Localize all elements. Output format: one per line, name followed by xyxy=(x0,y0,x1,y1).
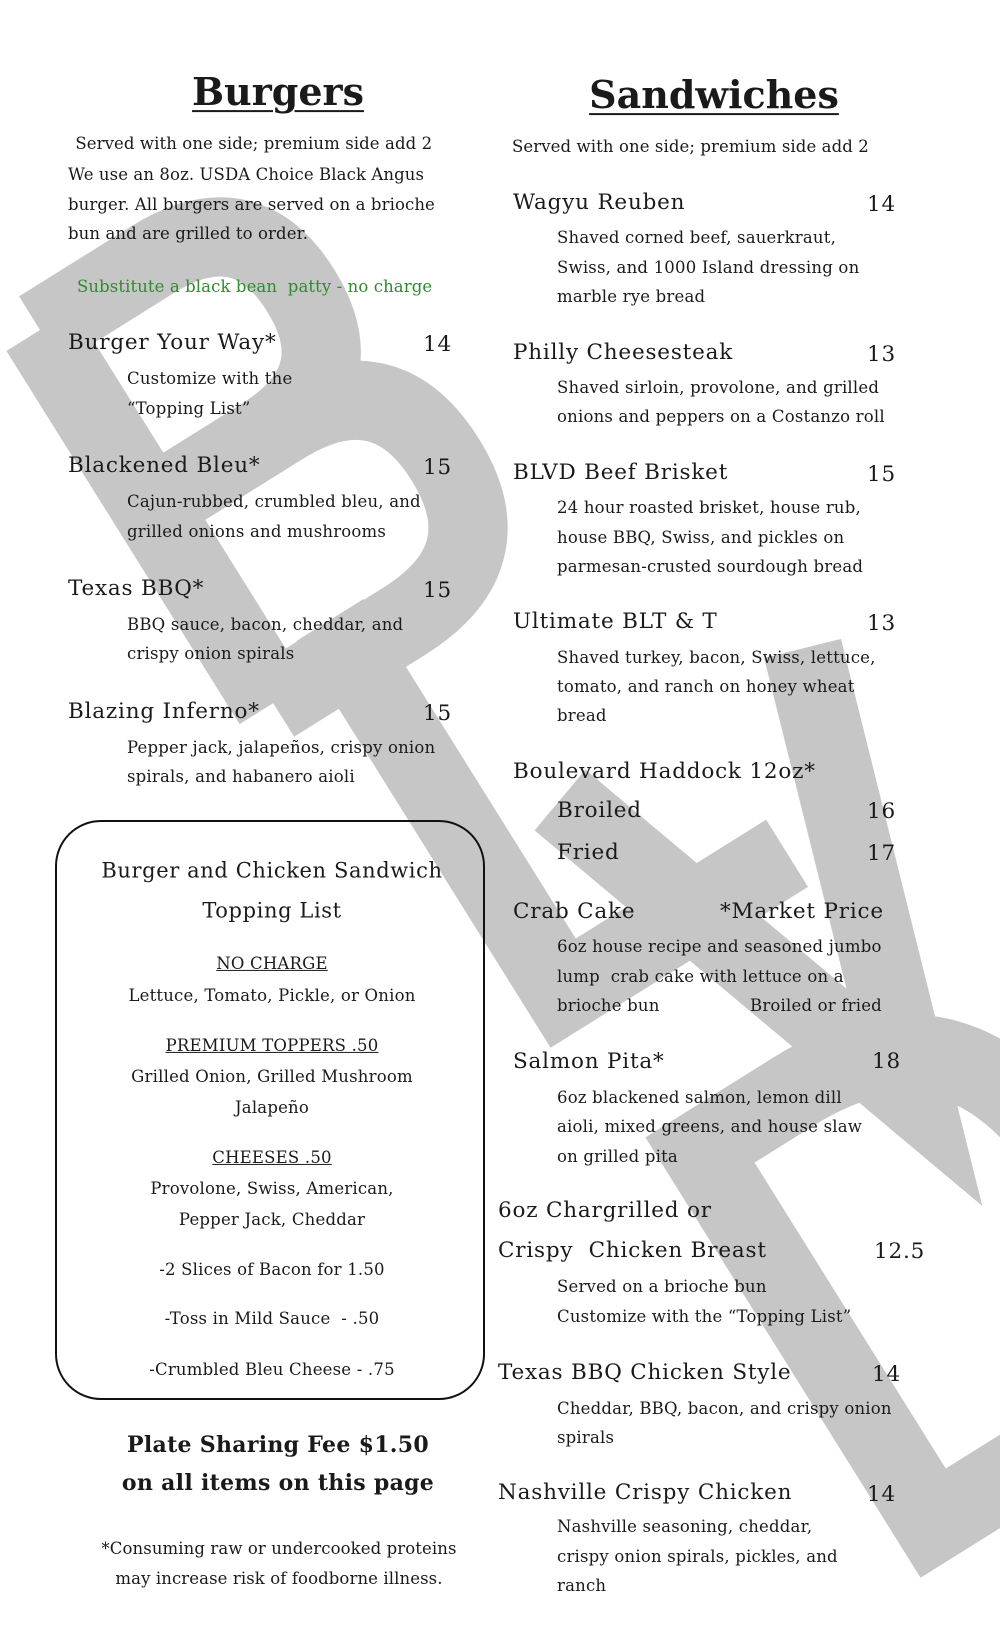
item-name: Crispy Chicken Breast xyxy=(498,1238,767,1264)
plate-fee: Plate Sharing Fee $1.50 xyxy=(127,1431,429,1458)
item-desc: 6oz house recipe and seasoned jumbo xyxy=(557,936,882,956)
sandwiches-title: Sandwiches xyxy=(589,72,839,118)
item-price: 14 xyxy=(872,1362,901,1388)
item-desc: Shaved sirloin, provolone, and grilled xyxy=(557,377,880,397)
item-price: 18 xyxy=(872,1049,901,1075)
item-desc: parmesan-crusted sourdough bread xyxy=(557,556,864,576)
disclaimer: may increase risk of foodborne illness. xyxy=(115,1568,443,1588)
no-charge-items: Lettuce, Tomato, Pickle, or Onion xyxy=(128,985,416,1005)
item-desc: crispy onion spirals, pickles, and xyxy=(557,1546,838,1566)
item-desc: bread xyxy=(557,705,607,725)
item-desc: house BBQ, Swiss, and pickles on xyxy=(557,527,845,547)
item-price: *Market Price xyxy=(720,899,884,925)
item-price: 14 xyxy=(423,332,452,358)
burgers-intro: bun and are grilled to order. xyxy=(68,223,309,243)
item-desc: onions and peppers on a Costanzo roll xyxy=(557,406,885,426)
item-desc: Pepper jack, jalapeños, crispy onion xyxy=(127,737,436,757)
item-price: 14 xyxy=(867,192,896,218)
premium-label: PREMIUM TOPPERS .50 xyxy=(165,1035,379,1055)
item-name: Texas BBQ* xyxy=(68,576,205,602)
item-desc: crispy onion spirals xyxy=(127,643,295,663)
cheese-items: Pepper Jack, Cheddar xyxy=(178,1209,366,1229)
item-desc: on grilled pita xyxy=(557,1146,678,1166)
item-desc: 6oz blackened salmon, lemon dill xyxy=(557,1087,842,1107)
burgers-intro: burger. All burgers are served on a brioche xyxy=(68,194,435,214)
item-desc: marble rye bread xyxy=(557,286,706,306)
substitute-note: Substitute a black bean patty - no charge xyxy=(77,276,433,296)
item-desc: Swiss, and 1000 Island dressing on xyxy=(557,257,860,277)
item-desc: brioche bun xyxy=(557,995,660,1015)
item-desc: spirals xyxy=(557,1427,615,1447)
item-desc: “Topping List” xyxy=(127,398,251,418)
item-price: 14 xyxy=(867,1482,896,1508)
item-desc: tomato, and ranch on honey wheat xyxy=(557,676,855,696)
extra-topping: -2 Slices of Bacon for 1.50 xyxy=(159,1259,385,1279)
option-label: Fried xyxy=(557,840,620,866)
item-price: 15 xyxy=(423,578,452,604)
item-desc: Shaved corned beef, sauerkraut, xyxy=(557,227,837,247)
item-name: Boulevard Haddock 12oz* xyxy=(513,759,816,785)
item-desc: Customize with the xyxy=(127,368,293,388)
topping-box-title: Burger and Chicken Sandwich xyxy=(101,858,443,883)
item-name: Ultimate BLT & T xyxy=(513,609,718,635)
premium-items: Jalapeño xyxy=(234,1097,310,1117)
item-desc: BBQ sauce, bacon, cheddar, and xyxy=(127,614,404,634)
item-name: Nashville Crispy Chicken xyxy=(498,1480,793,1506)
item-desc: aioli, mixed greens, and house slaw xyxy=(557,1116,863,1136)
item-price: 15 xyxy=(423,701,452,727)
item-desc: Shaved turkey, bacon, Swiss, lettuce, xyxy=(557,647,876,667)
plate-fee: on all items on this page xyxy=(121,1469,435,1496)
item-desc: ranch xyxy=(557,1575,607,1595)
item-name: Texas BBQ Chicken Style xyxy=(498,1360,792,1386)
item-price: 15 xyxy=(423,455,452,481)
item-desc: spirals, and habanero aioli xyxy=(127,766,355,786)
item-desc: Served on a brioche bun xyxy=(557,1276,767,1296)
item-name: Blazing Inferno* xyxy=(68,699,260,725)
no-charge-label: NO CHARGE xyxy=(216,953,328,973)
extra-topping: -Toss in Mild Sauce - .50 xyxy=(164,1308,380,1328)
option-price: 16 xyxy=(867,799,896,825)
item-desc: Cajun-rubbed, crumbled bleu, and xyxy=(127,491,421,511)
burgers-intro: Served with one side; premium side add 2 xyxy=(70,133,433,153)
item-desc: Nashville seasoning, cheddar, xyxy=(557,1516,813,1536)
sandwiches-intro: Served with one side; premium side add 2 xyxy=(512,136,869,156)
item-desc: Cheddar, BBQ, bacon, and crispy onion xyxy=(557,1398,892,1418)
item-name: Wagyu Reuben xyxy=(513,190,686,216)
option-label: Broiled xyxy=(557,798,642,824)
item-desc: grilled onions and mushrooms xyxy=(127,521,387,541)
burgers-title: Burgers xyxy=(192,69,364,115)
item-desc: lump crab cake with lettuce on a xyxy=(557,966,844,986)
item-name: Salmon Pita* xyxy=(513,1049,665,1075)
option-price: 17 xyxy=(867,841,896,867)
item-price: 15 xyxy=(867,462,896,488)
item-name: Burger Your Way* xyxy=(68,330,277,356)
item-name: Blackened Bleu* xyxy=(68,453,261,479)
cheese-items: Provolone, Swiss, American, xyxy=(150,1178,394,1198)
cheeses-label: CHEESES .50 xyxy=(212,1147,332,1167)
item-note: Broiled or fried xyxy=(750,995,882,1015)
item-price: 12.5 xyxy=(874,1239,926,1265)
burgers-intro: We use an 8oz. USDA Choice Black Angus xyxy=(68,164,425,184)
item-price: 13 xyxy=(867,342,896,368)
topping-box-title: Topping List xyxy=(202,898,342,923)
disclaimer: *Consuming raw or undercooked proteins xyxy=(101,1538,457,1558)
item-desc: Customize with the “Topping List” xyxy=(557,1306,852,1326)
premium-items: Grilled Onion, Grilled Mushroom xyxy=(131,1066,413,1086)
item-name: 6oz Chargrilled or xyxy=(498,1198,712,1224)
extra-topping: -Crumbled Bleu Cheese - .75 xyxy=(149,1359,395,1379)
item-desc: 24 hour roasted brisket, house rub, xyxy=(557,497,861,517)
item-name: Philly Cheesesteak xyxy=(513,340,734,366)
item-price: 13 xyxy=(867,611,896,637)
item-name: Crab Cake xyxy=(513,899,636,925)
item-name: BLVD Beef Brisket xyxy=(513,460,729,486)
